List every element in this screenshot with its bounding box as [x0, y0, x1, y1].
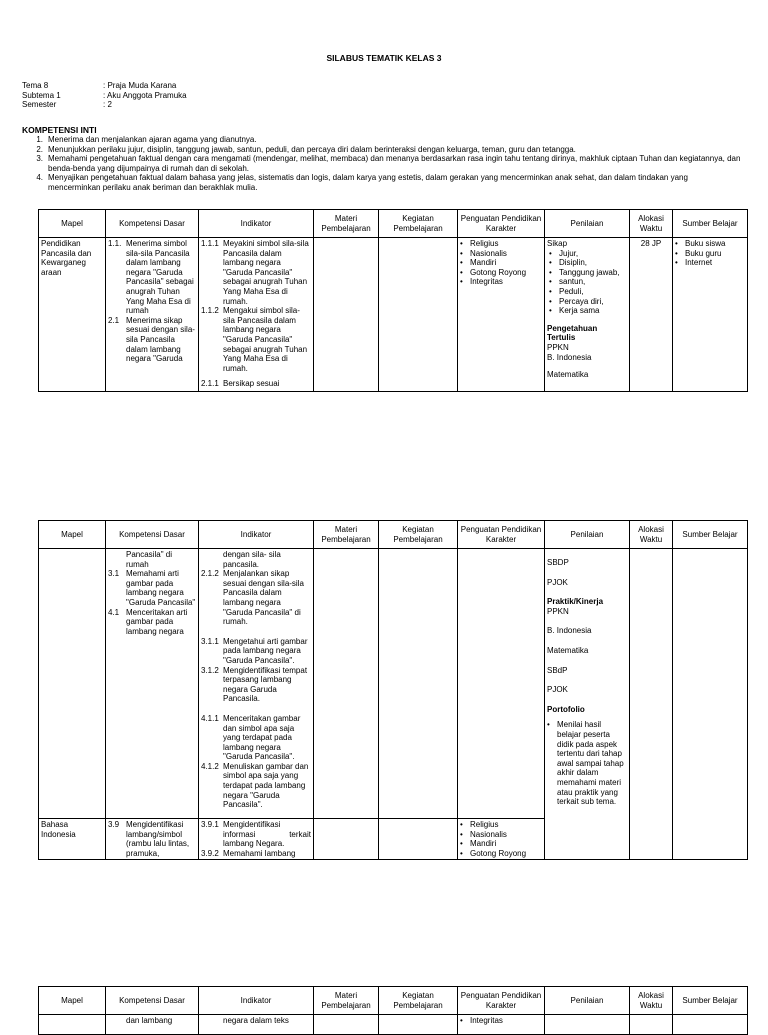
- bullet-icon: [460, 249, 470, 259]
- header-penilaian: Penilaian: [545, 521, 630, 549]
- bullet-icon: [549, 258, 559, 268]
- indikator-number: 4.1.2: [201, 761, 219, 771]
- list-item: [460, 830, 542, 840]
- cell-kompetensi-dasar: [106, 549, 199, 819]
- header-indikator: Indikator: [199, 987, 314, 1015]
- cell-sumber: [673, 549, 748, 860]
- cell-kompetensi-dasar: [106, 1015, 199, 1035]
- cell-mapel: [39, 549, 106, 819]
- bullet-icon: [460, 820, 470, 830]
- ki-text: Menyajikan pengetahuan faktual dalam bahasa yang jelas, sistematis dan logis, dalam karya yang estetis, dalam gerakan yang mencerminkan anak sehat, dan dalam tindakan yang mencerminkan perilaku anak beriman dan berakhlak mulia.: [48, 173, 688, 192]
- penguatan-value: Religius: [470, 239, 499, 248]
- cell-kegiatan: [379, 819, 458, 860]
- header-indikator: Indikator: [199, 210, 314, 238]
- list-item: [547, 268, 627, 278]
- table-header-row: [39, 987, 748, 1015]
- cell-penguatan: [458, 819, 545, 860]
- header-kompetensi-dasar: Kompetensi Dasar: [106, 521, 199, 549]
- praktik-label: Praktik/Kinerja: [547, 597, 604, 607]
- cell-penilaian: [545, 1015, 630, 1035]
- header-mapel: Mapel: [39, 987, 106, 1015]
- indikator-number: 3.1.2: [201, 665, 219, 675]
- meta-key: Tema 8: [22, 81, 49, 90]
- header-indikator: Indikator: [199, 521, 314, 549]
- meta-key: Subtema 1: [22, 90, 61, 100]
- bullet-icon: [547, 720, 557, 806]
- kd-item: [108, 239, 196, 316]
- cell-materi: [314, 819, 379, 860]
- indikator-item: [201, 762, 311, 810]
- header-penguatan: Penguatan Pendidikan Karakter: [458, 521, 545, 549]
- header-alokasi: Alokasi Waktu: [630, 521, 673, 549]
- indikator-item: [201, 666, 311, 704]
- cell-indikator: [199, 549, 314, 819]
- kd-number: 2.1: [108, 315, 120, 325]
- penilaian-extra: Matematika: [547, 370, 589, 380]
- meta-value: : Aku Anggota Pramuka: [103, 90, 187, 100]
- pengetahuan-label: Pengetahuan Tertulis: [547, 323, 598, 343]
- bullet-icon: [549, 287, 559, 297]
- indikator-item: [201, 379, 311, 389]
- indikator-item: [201, 239, 311, 306]
- cell-mapel: Pendidikan Pancasila dan Kewarganeg araan: [39, 238, 106, 392]
- kd-item: [108, 608, 196, 637]
- ki-text: Menerima dan menjalankan ajaran agama yang dianutnya.: [48, 135, 257, 144]
- list-item: [675, 239, 745, 249]
- cell-penguatan: [458, 1015, 545, 1035]
- kd-number: 3.1: [108, 569, 120, 579]
- sikap-value: santun,: [559, 277, 586, 287]
- cell-penguatan: [458, 549, 545, 819]
- indikator-text: Mengidentifikasi informasi terkait lambang Negara.: [223, 820, 311, 849]
- kd-item: [108, 820, 196, 858]
- sikap-value: Peduli,: [559, 286, 584, 296]
- bullet-icon: [460, 830, 470, 840]
- praktik-value: Matematika: [547, 645, 589, 655]
- table-row: [39, 238, 748, 392]
- penguatan-value: Religius: [470, 820, 499, 829]
- kd-item: [108, 316, 196, 364]
- bullet-icon: [460, 258, 470, 268]
- cell-kegiatan: [379, 549, 458, 819]
- kd-number: 1.1.: [108, 239, 122, 248]
- list-item: [675, 249, 745, 259]
- list-item: [547, 287, 627, 297]
- cell-alokasi: [630, 1015, 673, 1035]
- list-item: [547, 277, 627, 287]
- indikator-text: Mengetahui arti gambar pada lambang negara "Garuda Pancasila".: [223, 636, 308, 665]
- list-item: [675, 258, 745, 268]
- header-penilaian: Penilaian: [545, 210, 630, 238]
- indikator-text: Menjalankan sikap sesuai dengan sila-sila Pancasila dalam lambang negara "Garuda Pancasila" di rumah.: [223, 569, 304, 627]
- penilaian-value: PJOK: [547, 577, 568, 587]
- header-sumber: Sumber Belajar: [673, 210, 748, 238]
- kompetensi-inti-heading: KOMPETENSI INTI: [22, 125, 97, 135]
- cell-alokasi: 28 JP: [630, 238, 673, 392]
- penguatan-value: Gotong Royong: [470, 848, 527, 858]
- sikap-value: Kerja sama: [559, 306, 600, 316]
- indikator-number: 3.1.1: [201, 636, 219, 646]
- list-item: [460, 249, 542, 259]
- cell-sumber: [673, 1015, 748, 1035]
- sikap-value: Percaya diri,: [559, 296, 604, 306]
- cell-kompetensi-dasar: [106, 819, 199, 860]
- bullet-icon: [675, 239, 685, 249]
- document-meta: [22, 81, 187, 110]
- header-kegiatan: Kegiatan Pembelajaran: [379, 210, 458, 238]
- bullet-icon: [549, 297, 559, 307]
- bullet-icon: [549, 268, 559, 278]
- table-row: [39, 1015, 748, 1035]
- cell-materi: [314, 238, 379, 392]
- bullet-icon: [460, 849, 470, 859]
- header-penilaian: Penilaian: [545, 987, 630, 1015]
- ki-text: Memahami pengetahuan faktual dengan cara mengamati (mendengar, melihat, membaca) dan menanya berdasarkan rasa ingin tahu tentang dirinya, makhluk ciptaan Tuhan dan kegiatannya, dan benda-benda yang dijumpainya di rumah dan di sekolah.: [48, 154, 741, 173]
- bullet-icon: [460, 268, 470, 278]
- header-kegiatan: Kegiatan Pembelajaran: [379, 987, 458, 1015]
- penguatan-value: Integritas: [470, 1016, 503, 1025]
- bullet-icon: [549, 249, 559, 259]
- indikator-number: 3.9.1: [201, 820, 219, 829]
- penguatan-value: Mandiri: [470, 258, 497, 268]
- header-mapel: Mapel: [39, 210, 106, 238]
- indikator-text: Menceritakan gambar dan simbol apa saja yang terdapat pada lambang negara "Garuda Pancasila".: [223, 713, 301, 762]
- ki-item: [22, 145, 742, 155]
- praktik-value: PJOK: [547, 685, 568, 695]
- ki-item: [22, 154, 742, 173]
- sikap-value: Disiplin,: [559, 258, 588, 268]
- list-item: [460, 239, 542, 249]
- cell-alokasi: [630, 549, 673, 860]
- syllabus-table-page3: [38, 986, 748, 1035]
- list-item: [547, 258, 627, 268]
- meta-value: : 2: [103, 100, 112, 109]
- meta-key: Semester: [22, 100, 57, 109]
- cell-indikator: [199, 238, 314, 392]
- indikator-text: Memahami lambang: [223, 848, 296, 858]
- list-item: [460, 839, 542, 849]
- indikator-item: [201, 569, 311, 627]
- indikator-number: 4.1.1: [201, 713, 219, 723]
- indikator-number: 2.1.2: [201, 569, 219, 579]
- ki-item: [22, 173, 742, 192]
- bullet-icon: [549, 277, 559, 287]
- ki-item: [22, 135, 742, 145]
- list-item: [460, 820, 542, 830]
- cell-sumber: [673, 238, 748, 392]
- indikator-text: Mengidentifikasi tempat terpasang lambang negara Garuda Pancasila.: [223, 665, 308, 704]
- cell-penilaian: [545, 549, 630, 860]
- sumber-value: Buku siswa: [685, 239, 726, 248]
- cell-penguatan: [458, 238, 545, 392]
- table-row: [39, 549, 748, 819]
- pengetahuan-value: B. Indonesia: [547, 352, 592, 362]
- meta-row-subtema: [22, 91, 187, 101]
- ki-number: 4.: [36, 173, 43, 183]
- indikator-text: Bersikap sesuai: [223, 379, 280, 389]
- kd-text: Memahami arti gambar pada lambang negara "Garuda Pancasila": [126, 569, 196, 607]
- document-title: SILABUS TEMATIK KELAS 3: [326, 53, 442, 63]
- kd-text: Menerima sikap sesuai dengan sila-sila Pancasila dalam lambang negara "Garuda: [126, 315, 195, 364]
- indikator-item: [201, 714, 311, 762]
- header-materi: Materi Pembelajaran: [314, 210, 379, 238]
- kd-continuation: dan lambang: [126, 1016, 173, 1025]
- cell-indikator: [199, 1015, 314, 1035]
- cell-penilaian: [545, 238, 630, 392]
- praktik-value: B. Indonesia: [547, 626, 592, 636]
- kd-text: Menerima simbol sila-sila Pancasila dalam lambang negara "Garuda Pancasila" sebagai anugrah Tuhan Yang Maha Esa di rumah: [126, 239, 194, 316]
- indikator-number: 2.1.1: [201, 379, 219, 389]
- kompetensi-inti-list: [22, 135, 742, 193]
- header-alokasi: Alokasi Waktu: [630, 210, 673, 238]
- sumber-value: Internet: [685, 258, 713, 268]
- portofolio-label: Portofolio: [547, 704, 585, 714]
- bullet-icon: [460, 839, 470, 849]
- penguatan-value: Nasionalis: [470, 248, 507, 258]
- header-materi: Materi Pembelajaran: [314, 987, 379, 1015]
- kd-item: [108, 569, 196, 607]
- penguatan-value: Mandiri: [470, 839, 497, 849]
- list-item: [460, 1016, 542, 1026]
- kd-number: 3.9: [108, 820, 120, 829]
- indikator-number: 3.9.2: [201, 848, 219, 858]
- indikator-item: [201, 306, 311, 373]
- pengetahuan-value: PPKN: [547, 342, 569, 352]
- ki-number: 1.: [36, 135, 43, 144]
- list-item: [460, 849, 542, 859]
- list-item: [547, 306, 627, 316]
- kd-number: 4.1: [108, 607, 120, 617]
- indikator-continuation: dengan sila- sila pancasila.: [223, 550, 281, 569]
- cell-kompetensi-dasar: [106, 238, 199, 392]
- indikator-number: 1.1.2: [201, 306, 219, 316]
- header-materi: Materi Pembelajaran: [314, 521, 379, 549]
- cell-mapel: [39, 1015, 106, 1035]
- syllabus-table-page2: [38, 520, 748, 860]
- praktik-value: SBdP: [547, 665, 568, 675]
- header-alokasi: Alokasi Waktu: [630, 987, 673, 1015]
- portofolio-text: Menilai hasil belajar peserta didik pada aspek tertentu dari tahap awal sampai tahap akhir dalam memahami materi atau praktik yang terkait sub tema.: [557, 720, 624, 807]
- syllabus-table-page1: [38, 209, 748, 392]
- indikator-text: Menuliskan gambar dan simbol apa saja yang terdapat pada lambang negara "Garuda Pancasila".: [223, 761, 309, 810]
- header-penguatan: Penguatan Pendidikan Karakter: [458, 210, 545, 238]
- indikator-number: 1.1.1: [201, 239, 219, 248]
- ki-number: 3.: [36, 154, 43, 164]
- ki-number: 2.: [36, 144, 43, 154]
- bullet-icon: [549, 306, 559, 316]
- penguatan-value: Integritas: [470, 277, 503, 287]
- list-item: [460, 258, 542, 268]
- cell-kegiatan: [379, 1015, 458, 1035]
- cell-kegiatan: [379, 238, 458, 392]
- bullet-icon: [460, 1016, 470, 1026]
- bullet-icon: [675, 249, 685, 259]
- header-kompetensi-dasar: Kompetensi Dasar: [106, 987, 199, 1015]
- sikap-label: Sikap: [547, 239, 568, 248]
- indikator-item: [201, 849, 311, 859]
- list-item: [460, 277, 542, 287]
- header-kegiatan: Kegiatan Pembelajaran: [379, 521, 458, 549]
- list-item: [547, 249, 627, 259]
- praktik-value: PPKN: [547, 606, 569, 616]
- cell-indikator: [199, 819, 314, 860]
- penguatan-value: Nasionalis: [470, 829, 507, 839]
- bullet-icon: [460, 239, 470, 249]
- indikator-text: Meyakini simbol sila-sila Pancasila dalam lambang negara "Garuda Pancasila" sebagai anugrah Tuhan Yang Maha Esa di rumah.: [223, 239, 309, 306]
- sikap-value: Jujur,: [559, 248, 579, 258]
- header-sumber: Sumber Belajar: [673, 521, 748, 549]
- sikap-value: Tanggung jawab,: [559, 267, 620, 277]
- kd-text: Mengidentifikasi lambang/simbol (rambu lalu lintas, pramuka,: [126, 820, 190, 858]
- meta-row-tema: [22, 81, 187, 91]
- bullet-icon: [675, 258, 685, 268]
- cell-materi: [314, 549, 379, 819]
- indikator-continuation: negara dalam teks: [223, 1016, 289, 1025]
- indikator-text: Mengakui simbol sila-sila Pancasila dalam lambang negara "Garuda Pancasila" sebagai anugrah Tuhan Yang Maha Esa di rumah.: [223, 306, 308, 373]
- kd-continuation: Pancasila" di rumah: [126, 550, 172, 569]
- ki-text: Menunjukkan perilaku jujur, disiplin, tanggung jawab, santun, peduli, dan percaya diri dalam berinteraksi dengan keluarga, teman, guru dan tetangga.: [48, 144, 576, 154]
- cell-mapel: Bahasa Indonesia: [39, 819, 106, 860]
- penguatan-value: Gotong Royong: [470, 267, 527, 277]
- kd-text: Menceritakan arti gambar pada lambang negara: [126, 607, 188, 636]
- sumber-value: Buku guru: [685, 248, 722, 258]
- header-kompetensi-dasar: Kompetensi Dasar: [106, 210, 199, 238]
- table-header-row: [39, 521, 748, 549]
- bullet-icon: [460, 277, 470, 287]
- table-header-row: [39, 210, 748, 238]
- meta-value: : Praja Muda Karana: [103, 81, 177, 90]
- list-item: [547, 720, 627, 806]
- meta-row-semester: [22, 100, 187, 110]
- indikator-item: [201, 637, 311, 666]
- header-penguatan: Penguatan Pendidikan Karakter: [458, 987, 545, 1015]
- indikator-item: [201, 820, 311, 849]
- header-sumber: Sumber Belajar: [673, 987, 748, 1015]
- penilaian-value: SBDP: [547, 558, 569, 567]
- cell-materi: [314, 1015, 379, 1035]
- list-item: [547, 297, 627, 307]
- list-item: [460, 268, 542, 278]
- header-mapel: Mapel: [39, 521, 106, 549]
